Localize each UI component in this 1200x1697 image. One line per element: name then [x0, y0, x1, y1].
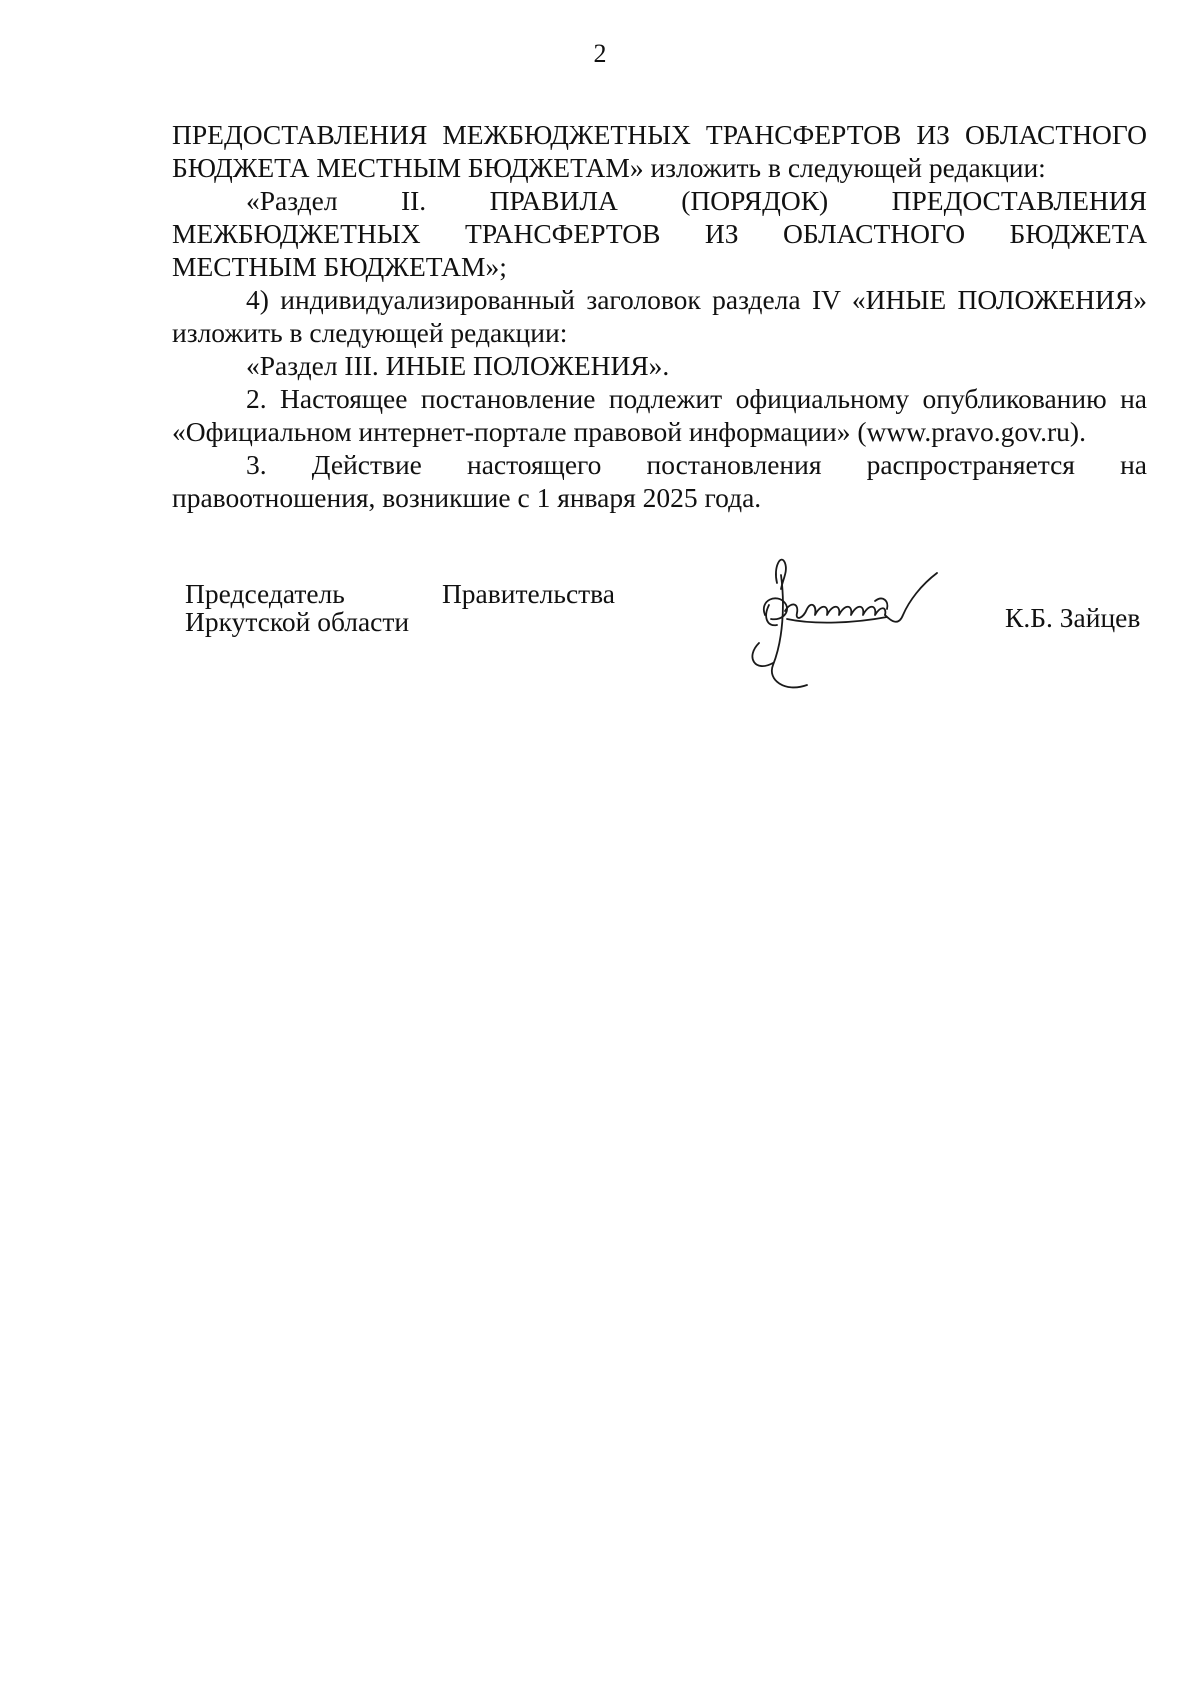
page-number: 2 — [593, 39, 607, 68]
signatory-title-word2: Правительства — [441, 578, 615, 609]
signatory-title-word1: Председатель — [185, 578, 345, 609]
paragraph-section-two-heading: «Раздел II. ПРАВИЛА (ПОРЯДОК) ПРЕДОСТАВЛЕНИЯ МЕЖБЮДЖЕТНЫХ ТРАНСФЕРТОВ ИЗ ОБЛАСТНОГО БЮДЖЕТА МЕСТНЫМ БЮДЖЕТАМ»; — [172, 185, 1147, 282]
handwritten-signature — [725, 545, 995, 695]
signer-name: К.Б. Зайцев — [1005, 602, 1141, 633]
paragraph-clause-two: 2. Настоящее постановление подлежит официальному опубликованию на «Официальном интернет-портале правовой информации» (www.pravo.gov.ru). — [172, 383, 1147, 447]
paragraph-item-four: 4) индивидуализированный заголовок раздела IV «ИНЫЕ ПОЛОЖЕНИЯ» изложить в следующей редакции: — [172, 284, 1147, 348]
signatory-title-line1 — [185, 580, 615, 608]
paragraph-section-three-heading: «Раздел III. ИНЫЕ ПОЛОЖЕНИЯ». — [246, 350, 670, 381]
document-body — [172, 118, 1147, 514]
paragraph-clause-three: 3. Действие настоящего постановления распространяется на правоотношения, возникшие с 1 января 2025 года. — [172, 449, 1147, 513]
signatory-title-line2: Иркутской области — [185, 606, 410, 637]
signatory-title — [185, 580, 615, 636]
paragraph-section-title-continuation: ПРЕДОСТАВЛЕНИЯ МЕЖБЮДЖЕТНЫХ ТРАНСФЕРТОВ ИЗ ОБЛАСТНОГО БЮДЖЕТА МЕСТНЫМ БЮДЖЕТАМ» изложить в следующей редакции: — [172, 119, 1147, 183]
